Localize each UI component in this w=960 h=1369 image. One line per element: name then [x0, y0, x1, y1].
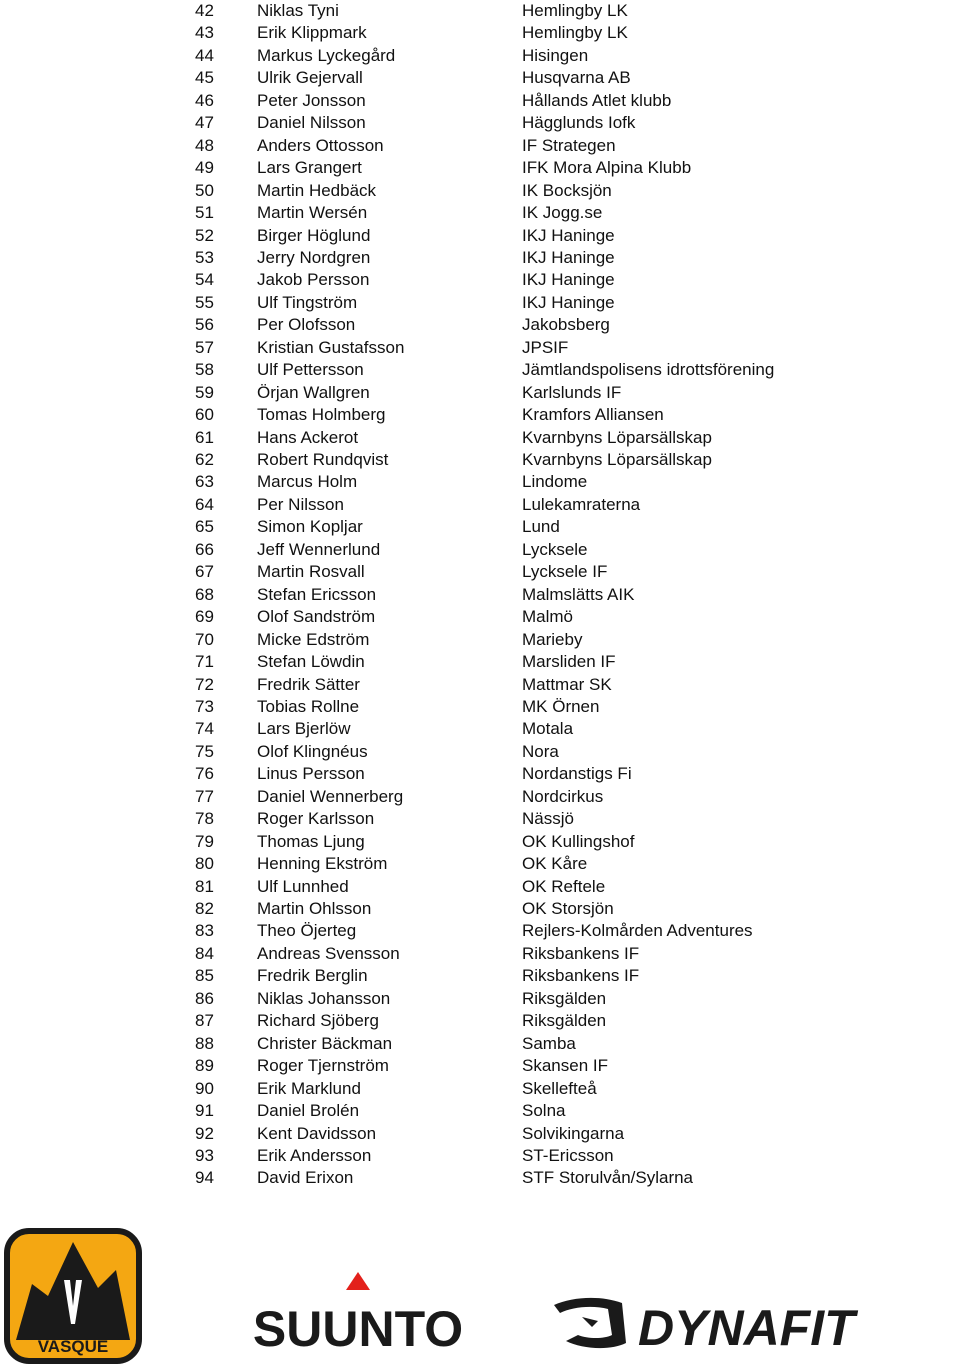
club-name: IKJ Haninge: [522, 292, 615, 312]
result-number: 61: [195, 427, 214, 447]
club-name: Nordcirkus: [522, 786, 604, 806]
result-number: 75: [195, 741, 214, 761]
result-row: [0, 763, 960, 785]
participant-name: Tobias Rollne: [257, 696, 360, 716]
club-name: IF Strategen: [522, 135, 616, 155]
result-number: 79: [195, 831, 214, 851]
result-number: 72: [195, 674, 214, 694]
result-row: [0, 606, 960, 628]
participant-name: Kent Davidsson: [257, 1123, 377, 1143]
club-name: Hägglunds Iofk: [522, 113, 636, 133]
club-name: Nordanstigs Fi: [522, 764, 632, 784]
participant-name: Anders Ottosson: [257, 135, 384, 155]
participant-name: Birger Höglund: [257, 225, 371, 245]
participant-name: Jeff Wennerlund: [257, 539, 381, 559]
participant-name: Martin Rosvall: [257, 562, 365, 582]
result-number: 94: [195, 1168, 214, 1188]
result-number: 71: [195, 652, 214, 672]
participant-name: Stefan Ericsson: [257, 584, 377, 604]
result-row: [0, 449, 960, 471]
suunto-wordmark: SUUNTO: [252, 1301, 464, 1350]
result-number: 68: [195, 584, 214, 604]
club-name: Marieby: [522, 629, 583, 649]
result-number: 62: [195, 450, 214, 469]
participant-name: Per Nilsson: [257, 494, 344, 514]
result-row: [0, 831, 960, 853]
result-number: 60: [195, 405, 214, 425]
club-name: Hemlingby LK: [522, 23, 628, 43]
club-name: Motala: [522, 719, 574, 739]
result-row: [0, 1145, 960, 1167]
result-number: 86: [195, 988, 214, 1008]
club-name: Hållands Atlet klubb: [522, 90, 672, 110]
result-row: [0, 1167, 960, 1189]
result-row: [0, 1100, 960, 1122]
club-name: Marsliden IF: [522, 652, 616, 672]
result-number: 53: [195, 247, 214, 267]
result-number: 73: [195, 696, 214, 716]
club-name: Lindome: [522, 472, 588, 492]
result-number: 50: [195, 180, 214, 200]
result-number: 93: [195, 1145, 214, 1165]
club-name: Skansen IF: [522, 1056, 608, 1076]
participant-name: Jakob Persson: [257, 270, 370, 290]
participant-name: David Erixon: [257, 1168, 354, 1188]
result-row: [0, 965, 960, 987]
result-row: [0, 943, 960, 965]
club-name: Lycksele IF: [522, 562, 608, 582]
result-row: [0, 1033, 960, 1055]
result-row: [0, 180, 960, 202]
participant-name: Martin Hedbäck: [257, 180, 377, 200]
participant-name: Fredrik Sätter: [257, 674, 360, 694]
sponsor-logos: [0, 1220, 960, 1369]
result-row: [0, 67, 960, 89]
result-number: 48: [195, 135, 214, 155]
club-name: Hisingen: [522, 45, 589, 65]
club-name: Nora: [522, 741, 559, 761]
vasque-wordmark: VASQUE: [37, 1337, 109, 1356]
participant-name: Ulrik Gejervall: [257, 68, 363, 88]
result-number: 85: [195, 966, 214, 986]
club-name: STF Storulvån/Sylarna: [522, 1168, 694, 1188]
result-number: 56: [195, 315, 214, 335]
participant-name: Stefan Löwdin: [257, 652, 365, 672]
club-name: Skellefteå: [522, 1078, 597, 1098]
result-number: 46: [195, 90, 214, 110]
club-name: IK Jogg.se: [522, 203, 603, 223]
club-name: Karlslunds IF: [522, 382, 622, 402]
club-name: OK Kåre: [522, 854, 588, 874]
result-row: [0, 651, 960, 673]
participant-name: Ulf Pettersson: [257, 360, 364, 380]
participant-name: Markus Lyckegård: [257, 45, 396, 65]
club-name: MK Örnen: [522, 696, 600, 716]
club-name: Riksgälden: [522, 988, 607, 1008]
result-row: [0, 1055, 960, 1077]
club-name: Jämtlandspolisens idrottsförening: [522, 360, 775, 380]
participant-name: Roger Tjernström: [257, 1056, 389, 1076]
result-number: 92: [195, 1123, 214, 1143]
result-row: [0, 135, 960, 157]
participant-name: Richard Sjöberg: [257, 1011, 379, 1031]
club-name: Malmslätts AIK: [522, 584, 635, 604]
participant-name: Thomas Ljung: [257, 831, 365, 851]
result-number: 67: [195, 562, 214, 582]
participant-name: Simon Kopljar: [257, 517, 363, 537]
result-row: [0, 314, 960, 336]
result-number: 44: [195, 45, 214, 65]
result-row: [0, 629, 960, 651]
participant-name: Olof Sandström: [257, 607, 376, 627]
participant-name: Roger Karlsson: [257, 809, 375, 829]
club-name: Solna: [522, 1101, 566, 1121]
club-name: JPSIF: [522, 337, 569, 357]
club-name: Solvikingarna: [522, 1123, 625, 1143]
result-row: [0, 1123, 960, 1145]
participant-name: Olof Klingnéus: [257, 741, 368, 761]
suunto-logo: [242, 1270, 474, 1350]
participant-name: Erik Andersson: [257, 1145, 372, 1165]
participant-name: Henning Ekström: [257, 854, 388, 874]
result-number: 83: [195, 921, 214, 941]
result-number: 42: [195, 1, 214, 20]
club-name: ST-Ericsson: [522, 1145, 614, 1165]
participant-name: Andreas Svensson: [257, 943, 400, 963]
result-row: [0, 988, 960, 1010]
result-number: 54: [195, 270, 214, 290]
participant-name: Robert Rundqvist: [257, 450, 389, 469]
result-number: 65: [195, 517, 214, 537]
club-name: Hemlingby LK: [522, 1, 628, 20]
participant-name: Fredrik Berglin: [257, 966, 368, 986]
result-row: [0, 404, 960, 426]
result-row: [0, 741, 960, 763]
vasque-logo: [4, 1228, 142, 1364]
participant-name: Micke Edström: [257, 629, 370, 649]
participant-name: Per Olofsson: [257, 315, 356, 335]
result-number: 81: [195, 876, 214, 896]
result-row: [0, 786, 960, 808]
result-number: 84: [195, 943, 214, 963]
result-row: [0, 382, 960, 404]
club-name: Kramfors Alliansen: [522, 405, 664, 425]
participant-name: Martin Ohlsson: [257, 899, 372, 918]
result-row: [0, 225, 960, 247]
result-number: 47: [195, 113, 214, 133]
participant-name: Niklas Johansson: [257, 988, 391, 1008]
result-row: [0, 584, 960, 606]
result-row: [0, 1078, 960, 1100]
result-number: 52: [195, 225, 214, 245]
club-name: Lulekamraterna: [522, 494, 641, 514]
participant-name: Theo Öjerteg: [257, 921, 357, 941]
club-name: Nässjö: [522, 809, 574, 829]
participant-name: Lars Grangert: [257, 158, 362, 178]
participant-name: Martin Wersén: [257, 203, 368, 223]
participant-name: Örjan Wallgren: [257, 382, 370, 402]
participant-name: Jerry Nordgren: [257, 247, 371, 267]
result-number: 70: [195, 629, 214, 649]
club-name: Malmö: [522, 607, 574, 627]
result-number: 88: [195, 1033, 214, 1053]
result-row: [0, 202, 960, 224]
club-name: IFK Mora Alpina Klubb: [522, 158, 692, 178]
result-number: 87: [195, 1011, 214, 1031]
result-number: 55: [195, 292, 214, 312]
result-number: 82: [195, 899, 214, 918]
club-name: Lycksele: [522, 539, 588, 559]
result-row: [0, 539, 960, 561]
club-name: IK Bocksjön: [522, 180, 612, 200]
result-row: [0, 1010, 960, 1032]
participant-name: Erik Klippmark: [257, 23, 367, 43]
club-name: OK Kullingshof: [522, 831, 635, 851]
result-number: 43: [195, 23, 214, 43]
club-name: Riksgälden: [522, 1011, 607, 1031]
participant-name: Hans Ackerot: [257, 427, 359, 447]
result-row: [0, 247, 960, 269]
result-row: [0, 718, 960, 740]
participant-name: Linus Persson: [257, 764, 365, 784]
dynafit-wordmark: DYNAFIT: [638, 1300, 855, 1353]
result-number: 89: [195, 1056, 214, 1076]
participant-name: Kristian Gustafsson: [257, 337, 405, 357]
participant-name: Tomas Holmberg: [257, 405, 386, 425]
dynafit-logo: [552, 1295, 956, 1353]
participant-name: Daniel Nilsson: [257, 113, 366, 133]
result-number: 77: [195, 786, 214, 806]
club-name: Samba: [522, 1033, 576, 1053]
result-number: 78: [195, 809, 214, 829]
club-name: IKJ Haninge: [522, 225, 615, 245]
participant-name: Daniel Brolén: [257, 1101, 360, 1121]
result-row: [0, 471, 960, 493]
result-row: [0, 22, 960, 44]
club-name: Kvarnbyns Löparsällskap: [522, 427, 712, 447]
result-row: [0, 494, 960, 516]
participant-name: Ulf Lunnhed: [257, 876, 349, 896]
result-number: 90: [195, 1078, 214, 1098]
result-number: 58: [195, 360, 214, 380]
result-number: 57: [195, 337, 214, 357]
result-row: [0, 292, 960, 314]
result-number: 66: [195, 539, 214, 559]
club-name: Rejlers-Kolmården Adventures: [522, 921, 753, 941]
result-row: [0, 674, 960, 696]
result-row: [0, 0, 960, 22]
result-row: [0, 112, 960, 134]
club-name: Kvarnbyns Löparsällskap: [522, 450, 712, 469]
participant-name: Daniel Wennerberg: [257, 786, 404, 806]
result-number: 74: [195, 719, 214, 739]
club-name: IKJ Haninge: [522, 270, 615, 290]
result-number: 91: [195, 1101, 214, 1121]
result-row: [0, 920, 960, 942]
result-row: [0, 853, 960, 875]
result-number: 59: [195, 382, 214, 402]
result-row: [0, 876, 960, 898]
result-row: [0, 157, 960, 179]
club-name: Riksbankens IF: [522, 943, 640, 963]
result-number: 64: [195, 494, 214, 514]
result-row: [0, 337, 960, 359]
result-number: 63: [195, 472, 214, 492]
participant-name: Marcus Holm: [257, 472, 358, 492]
club-name: OK Reftele: [522, 876, 606, 896]
participant-name: Erik Marklund: [257, 1078, 361, 1098]
result-number: 49: [195, 158, 214, 178]
result-number: 45: [195, 68, 214, 88]
result-number: 69: [195, 607, 214, 627]
result-row: [0, 696, 960, 718]
club-name: Jakobsberg: [522, 315, 610, 335]
club-name: Mattmar SK: [522, 674, 612, 694]
participant-name: Peter Jonsson: [257, 90, 366, 110]
result-row: [0, 561, 960, 583]
club-name: IKJ Haninge: [522, 247, 615, 267]
result-row: [0, 90, 960, 112]
participant-name: Christer Bäckman: [257, 1033, 393, 1053]
result-row: [0, 516, 960, 538]
club-name: Lund: [522, 517, 560, 537]
participant-name: Ulf Tingström: [257, 292, 358, 312]
result-number: 80: [195, 854, 214, 874]
result-number: 51: [195, 203, 214, 223]
club-name: OK Storsjön: [522, 899, 614, 918]
result-row: [0, 898, 960, 920]
participant-name: Niklas Tyni: [257, 1, 339, 20]
result-row: [0, 45, 960, 67]
result-row: [0, 269, 960, 291]
participant-name: Lars Bjerlöw: [257, 719, 351, 739]
result-number: 76: [195, 764, 214, 784]
result-row: [0, 359, 960, 381]
club-name: Husqvarna AB: [522, 68, 631, 88]
club-name: Riksbankens IF: [522, 966, 640, 986]
result-row: [0, 427, 960, 449]
result-row: [0, 808, 960, 830]
